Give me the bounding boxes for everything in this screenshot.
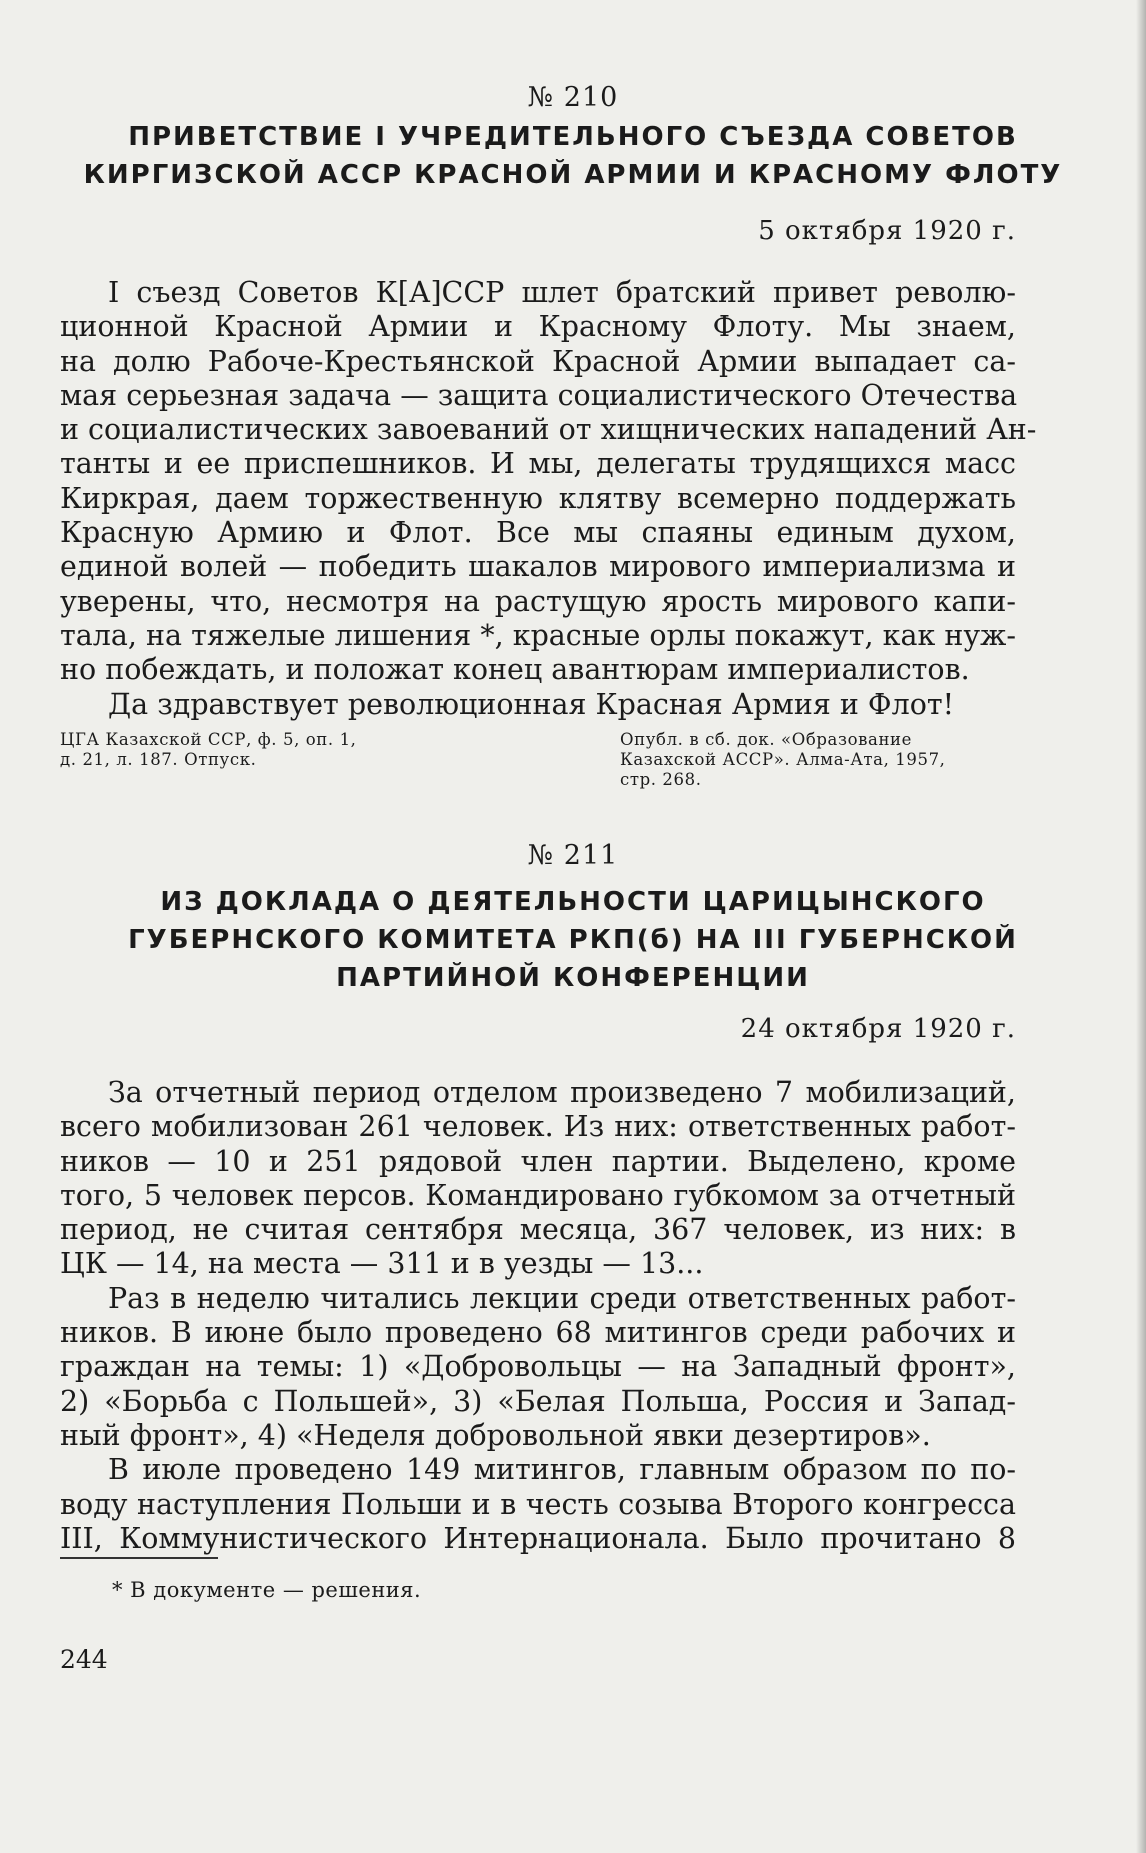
- document-title: [60, 883, 1086, 997]
- title-line: КИРГИЗСКОЙ АССР КРАСНОЙ АРМИИ И КРАСНОМУ ФЛОТУ: [83, 160, 1063, 190]
- page-number: 244: [60, 1645, 108, 1674]
- text-line: Раз в неделю читались лекции среди ответственных работ-: [108, 1281, 1016, 1315]
- footnote: * В документе — решения.: [112, 1578, 422, 1602]
- text-line: уверены, что, несмотря на растущую ярость мирового капи-: [60, 584, 1016, 618]
- document-number: № 211: [527, 840, 619, 871]
- text-line: ников — 10 и 251 рядовой член партии. Выделено, кроме: [60, 1144, 1016, 1178]
- text-line: 2) «Борьба с Польшей», 3) «Белая Польша, Россия и Запад-: [60, 1384, 1016, 1418]
- title-line: ИЗ ДОКЛАДА О ДЕЯТЕЛЬНОСТИ ЦАРИЦЫНСКОГО: [160, 887, 986, 917]
- text-line: В июле проведено 149 митингов, главным образом по по-: [108, 1453, 1016, 1487]
- text-line: мая серьезная задача — защита социалистического Отечества: [60, 378, 1018, 412]
- archive-source: [60, 730, 480, 770]
- text-line: Да здравствует революционная Красная Армия и Флот!: [108, 687, 955, 721]
- text-line: Красную Армию и Флот. Все мы спаяны единым духом,: [60, 516, 1016, 550]
- text-line: танты и ее приспешников. И мы, делегаты трудящихся масс: [60, 447, 1016, 481]
- scan-edge-shadow: [1136, 0, 1146, 1853]
- text-line: граждан на темы: 1) «Добровольцы — на Западный фронт»,: [60, 1350, 1016, 1384]
- document-date: 24 октября 1920 г.: [740, 1014, 1016, 1044]
- document-body: [60, 276, 1037, 722]
- text-line: единой волей — победить шакалов мирового империализма и: [60, 550, 1016, 584]
- publication-line: стр. 268.: [620, 770, 702, 789]
- text-line: и социалистических завоеваний от хищнических нападений Ан-: [60, 413, 1037, 447]
- text-line: III, Коммунистического Интернационала. Было прочитано 8: [60, 1521, 1016, 1555]
- text-line: тала, на тяжелые лишения *, красные орлы покажут, как нуж-: [60, 618, 1016, 652]
- document-date: 5 октября 1920 г.: [758, 216, 1016, 246]
- publication-line: Казахской АССР». Алма-Ата, 1957,: [620, 750, 946, 769]
- text-line: Киркрая, даем торжественную клятву всемерно поддержать: [60, 481, 1016, 515]
- text-line: воду наступления Польши и в честь созыва Второго конгресса: [60, 1487, 1016, 1521]
- text-line: период, не считая сентября месяца, 367 человек, из них: в: [60, 1213, 1016, 1247]
- text-line: ный фронт», 4) «Неделя добровольной явки дезертиров».: [60, 1418, 931, 1452]
- archive-line: д. 21, л. 187. Отпуск.: [60, 750, 257, 769]
- text-line: ционной Красной Армии и Красному Флоту. Мы знаем,: [60, 310, 1016, 344]
- footnote-divider: [60, 1557, 218, 1559]
- text-line: всего мобилизован 261 человек. Из них: ответственных работ-: [60, 1110, 1016, 1144]
- text-line: на долю Рабоче-Крестьянской Красной Армии выпадает са-: [60, 344, 1016, 378]
- title-line: ГУБЕРНСКОГО КОМИТЕТА РКП(б) НА III ГУБЕРНСКОЙ: [128, 925, 1018, 955]
- text-line: но побеждать, и положат конец авантюрам империалистов.: [60, 653, 970, 687]
- text-line: За отчетный период отделом произведено 7 мобилизаций,: [108, 1076, 1016, 1109]
- text-line: I съезд Советов К[А]ССР шлет братский привет револю-: [108, 276, 1016, 309]
- archive-line: ЦГА Казахской ССР, ф. 5, оп. 1,: [60, 730, 357, 749]
- document-body: [60, 1076, 1016, 1556]
- document-title: [60, 118, 1086, 194]
- text-line: того, 5 человек персов. Командировано губкомом за отчетный: [60, 1178, 1016, 1212]
- text-line: ЦК — 14, на места — 311 и в уезды — 13...: [60, 1247, 704, 1281]
- publication-source: [620, 730, 1020, 790]
- document-number: № 210: [527, 82, 619, 113]
- publication-line: Опубл. в сб. док. «Образование: [620, 730, 913, 749]
- title-line: ПРИВЕТСТВИЕ I УЧРЕДИТЕЛЬНОГО СЪЕЗДА СОВЕТОВ: [128, 122, 1018, 152]
- title-line: ПАРТИЙНОЙ КОНФЕРЕНЦИИ: [336, 963, 810, 993]
- text-line: ников. В июне было проведено 68 митингов среди рабочих и: [60, 1316, 1016, 1350]
